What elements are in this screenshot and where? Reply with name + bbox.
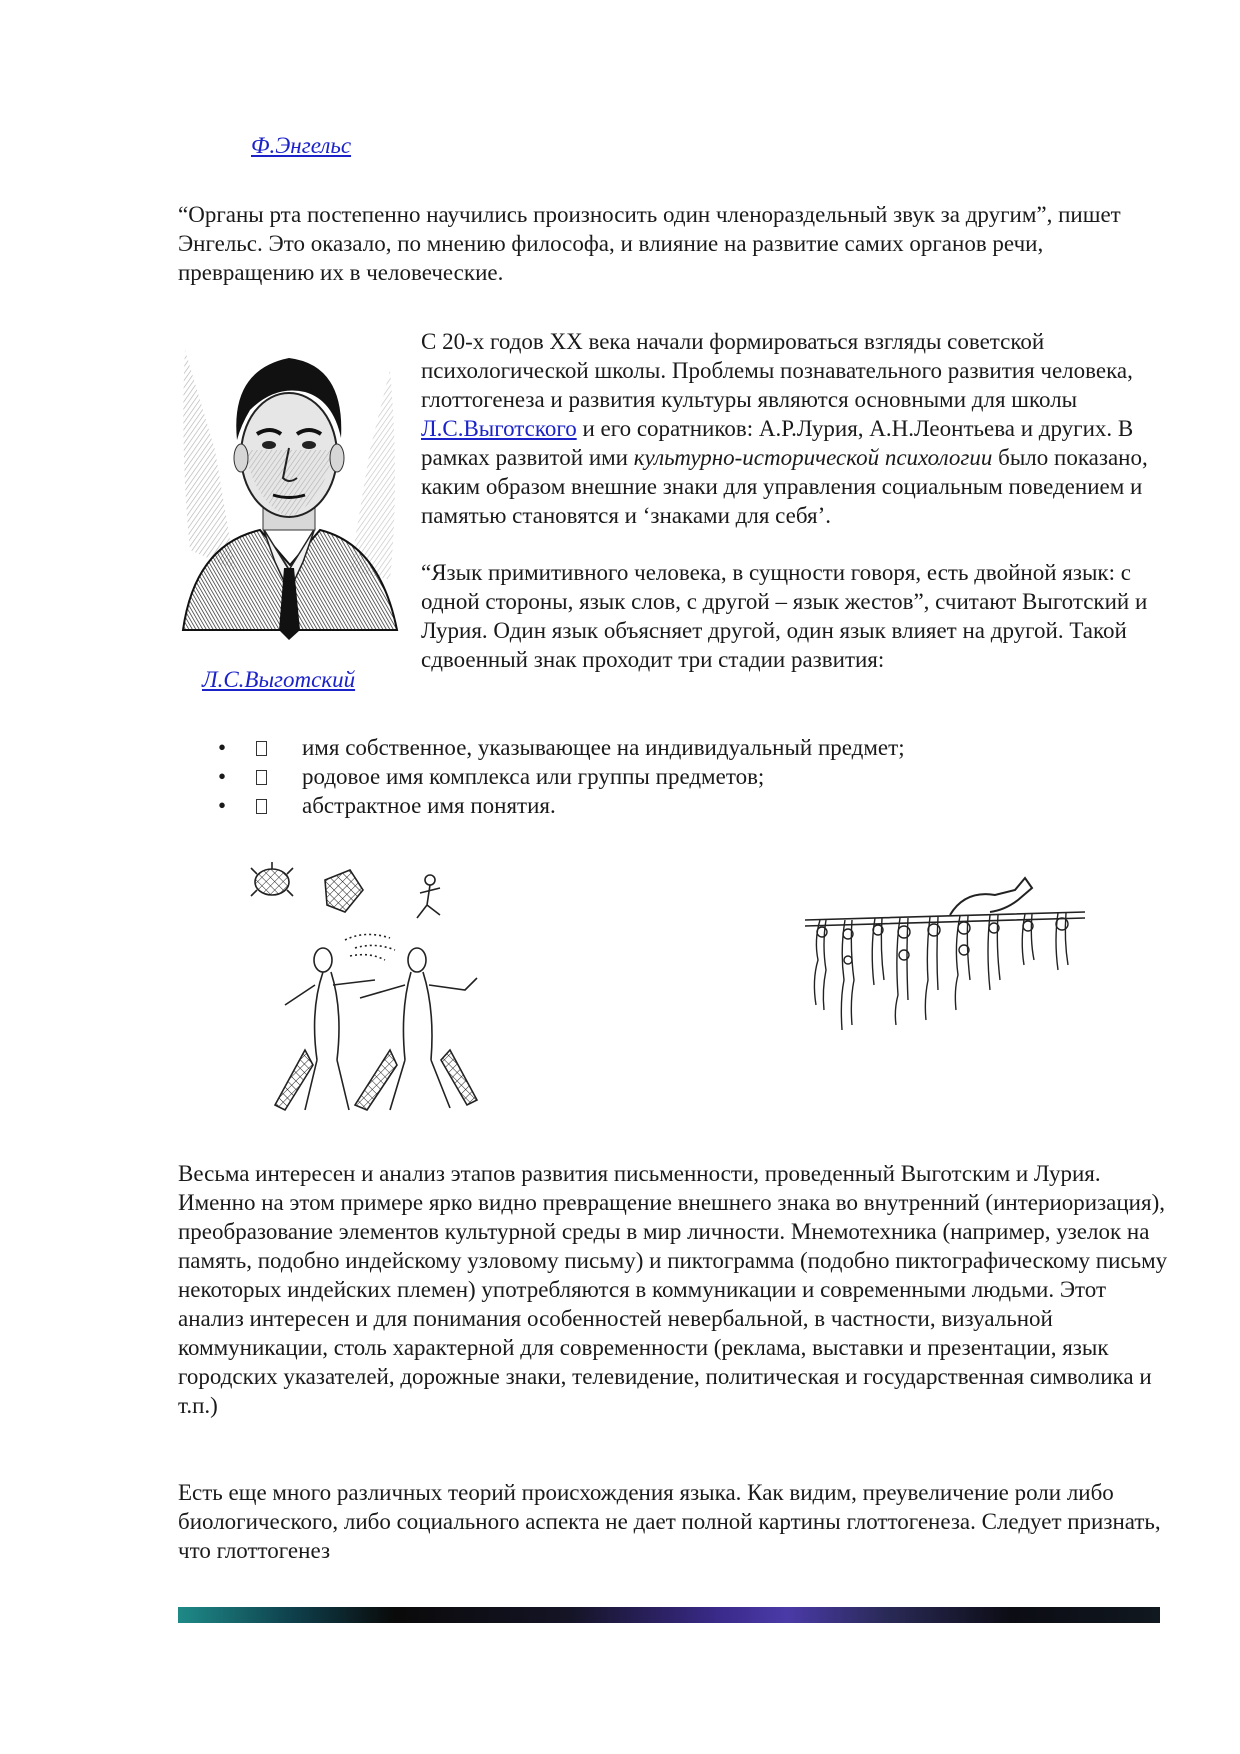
list-item <box>218 791 1118 820</box>
double-language-paragraph: “Язык примитивного человека, в сущности говоря, есть двойной язык: с одной стороны, язык слов, с другой – язык жестов”, считают Выготский и Лурия. Один язык объясняет другой, один язык влияет на другой. Такой сдвоенный знак проходит три стадии развития: <box>421 560 1148 672</box>
stages-list <box>218 733 1118 820</box>
vygotsky-portrait <box>175 330 403 660</box>
list-item <box>218 762 1118 791</box>
bullet-dot: • <box>218 735 227 760</box>
theories-paragraph: Есть еще много различных теорий происхождения языка. Как видим, преувеличение роли либо биологического, либо социального аспекта не дает полной картины глоттогенеза. Следует признать, что глоттогенез <box>178 1480 1161 1563</box>
engels-quote-paragraph: “Органы рта постепенно научились произносить один членораздельный звук за другим”, пишет Энгельс. Это оказало, по мнению философа, и влияние на развитие самих органов речи, превращению их в человеческие. <box>178 202 1121 285</box>
vygotsky-portrait-caption[interactable]: Л.С.Выготский <box>202 667 356 692</box>
cultural-historical-psychology-term: культурно-исторической психологии <box>633 445 993 470</box>
decorative-divider <box>178 1607 1160 1623</box>
para2-part3: было показано, каким образом внешние знаки для управления социальным поведением и памятью становятся и ‘знаками для себя’. <box>421 445 1148 528</box>
engels-link[interactable]: Ф.Энгельс <box>251 133 352 158</box>
bullet-dot: • <box>218 793 227 818</box>
writing-analysis-paragraph: Весьма интересен и анализ этапов развития письменности, проведенный Выготским и Лурия. Именно на этом примере ярко видно превращение внешнего знака во внутренний (интериоризация), преобразование элементов культурной среды в мир личности. Мнемотехника (например, узелок на память, подобно индейскому узловому письму) и пиктограмма (подобно пиктографическому письму некоторых индейских племен) употребляются в коммуникации и современными людьми. Этот анализ интересен и для понимания особенностей невербальной, в частности, визуальной коммуникации, столь характерной для современности (реклама, выставки и презентации, язык городских указателей, дорожные знаки, телевидение, политическая и государственная символика и т.п.) <box>178 1161 1168 1418</box>
list-item-text: родовое имя комплекса или группы предметов; <box>302 764 765 789</box>
bullet-dot: • <box>218 764 227 789</box>
list-item <box>218 733 1118 762</box>
pictograph-drawing <box>245 860 495 1120</box>
para2-part2: и его соратников: А.Р.Лурия, А.Н.Леонтьева и других. В рамках развитой ими <box>421 416 1134 470</box>
knot-writing-drawing <box>800 860 1090 1040</box>
bullet-box-icon <box>256 799 267 814</box>
soviet-school-paragraph <box>421 327 1191 530</box>
para2-part1: С 20-х годов XX века начали формироваться взгляды советской психологической школы. Проблемы познавательного развития человека, глоттогенеза и развития культуры являются основными для школы <box>421 329 1133 412</box>
list-item-text: имя собственное, указывающее на индивидуальный предмет; <box>302 735 905 760</box>
list-item-text: абстрактное имя понятия. <box>302 793 556 818</box>
vygotsky-school-link[interactable]: Л.С.Выготского <box>421 416 577 441</box>
bullet-box-icon <box>256 741 267 756</box>
bullet-box-icon <box>256 770 267 785</box>
